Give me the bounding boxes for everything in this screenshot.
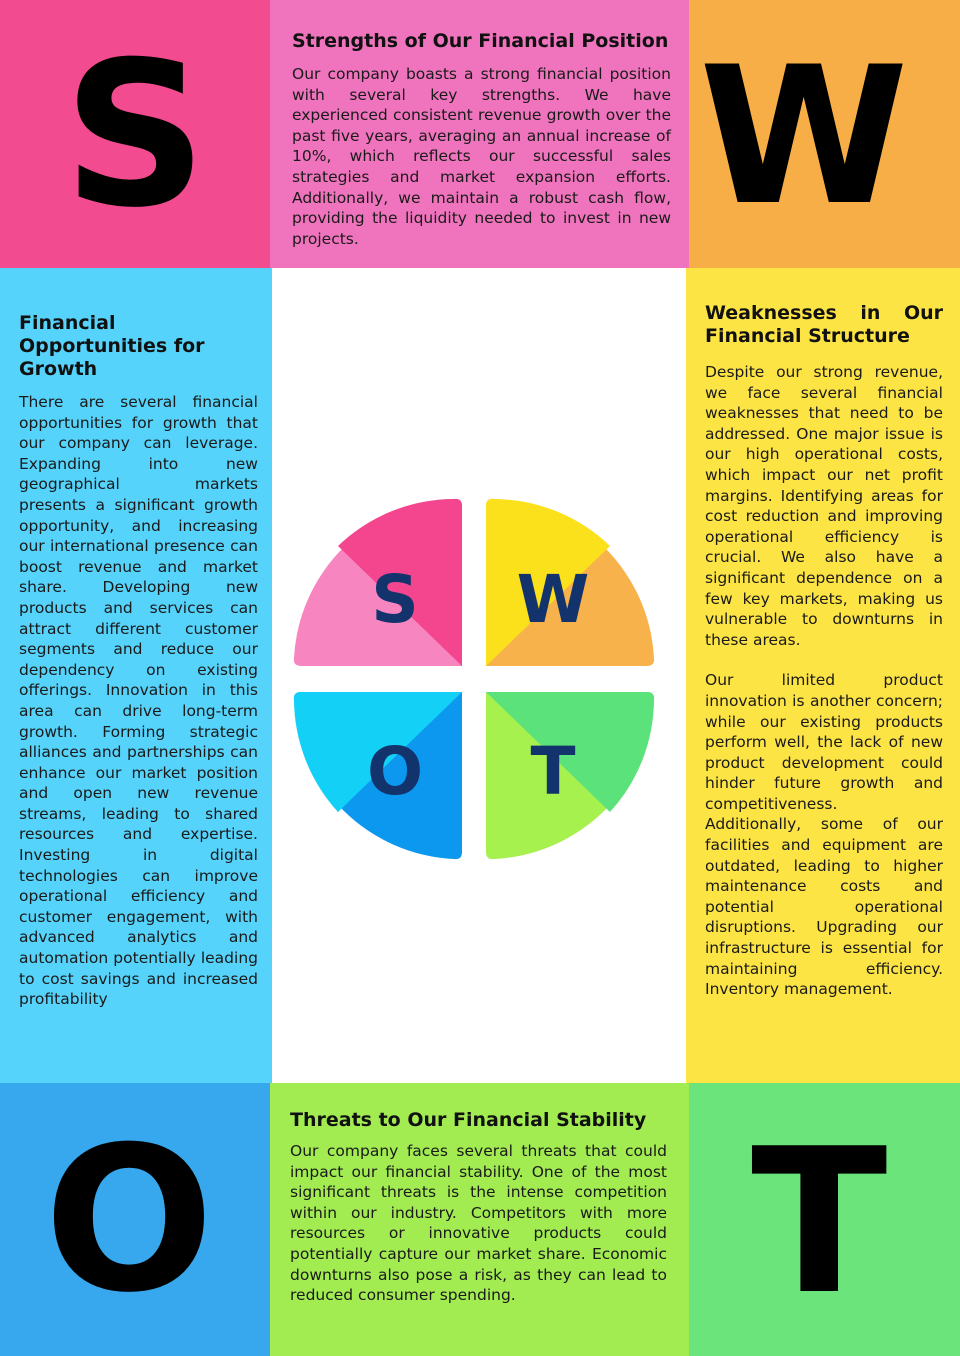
strengths-section	[270, 0, 689, 268]
quadrant-letter-s: S	[371, 561, 419, 638]
weaknesses-paragraph-1: Despite our strong revenue, we face several financial weaknesses that need to be addressed. One major issue is our high operational costs, which impact our net profit margins. Identifying areas for cost reduction and improving operational efficiency is crucial. We also have a significant dependence on a few key markets, making us vulnerable to downturns in these areas.	[705, 363, 943, 649]
quadrant-letter-t: T	[530, 733, 576, 810]
big-letter-s: S	[63, 19, 208, 252]
w-letter-block	[689, 0, 960, 268]
opportunities-title: Financial Opportunities for Growth	[19, 312, 205, 380]
swot-quadrant-o	[294, 692, 462, 859]
threats-section	[270, 1083, 689, 1356]
big-letter-w: W	[699, 26, 909, 247]
threats-title: Threats to Our Financial Stability	[290, 1109, 647, 1131]
quadrant-letter-o: O	[366, 733, 424, 810]
weaknesses-paragraph-2: Our limited product innovation is another concern; while our existing products perform well, the lack of new product development could hinder future growth and competitiveness.	[705, 671, 943, 813]
o-letter-block	[0, 1083, 270, 1356]
swot-quadrant-s	[294, 499, 462, 666]
t-letter-block	[689, 1083, 960, 1356]
big-letter-t: T	[751, 1106, 888, 1339]
quadrant-letter-w: W	[516, 561, 590, 638]
s-letter-block	[0, 0, 270, 268]
opportunities-body: There are several financial opportunities for growth that our company can leverage. Expanding into new geographical markets presents a significant growth opportunity, and increasing our international presence can boost revenue and market share. Developing new products and services can attract different customer segments and reduce our dependency on existing offerings. Innovation in this area can drive long-term growth. Forming strategic alliances and partnerships can enhance our market position and open new revenue streams, leading to shared resources and expertise. Investing in digital technologies can improve operational efficiency and customer engagement, with advanced analytics and automation potentially leading to cost savings and increased profitability	[19, 393, 258, 1009]
swot-quadrant-graphic	[293, 498, 657, 862]
swot-quadrant-w	[486, 499, 654, 666]
weaknesses-title: Weaknesses in Our Financial Structure	[705, 302, 943, 347]
swot-quadrant-t	[486, 692, 654, 859]
big-letter-o: O	[44, 1104, 215, 1337]
opportunities-section	[0, 268, 272, 1083]
strengths-title: Strengths of Our Financial Position	[292, 30, 669, 52]
threats-body: Our company faces several threats that could impact our financial stability. One of the most significant threats is the intense competition within our industry. Competitors with more resources or innovative products could potentially capture our market share. Economic downturns also pose a risk, as they can lead to reduced consumer spending.	[290, 1142, 667, 1305]
weaknesses-section	[686, 268, 960, 1083]
strengths-body: Our company boasts a strong financial position with several key strengths. We have experienced consistent revenue growth over the past five years, averaging an annual increase of 10%, which reflects our successful sales strategies and market expansion efforts. Additionally, we maintain a robust cash flow, providing the liquidity needed to invest in new projects.	[292, 65, 671, 248]
weaknesses-paragraph-3: Additionally, some of our facilities and equipment are outdated, leading to higher maintenance costs and potential operational disruptions. Upgrading our infrastructure is essential for maintaining efficiency. Inventory management.	[705, 815, 943, 999]
